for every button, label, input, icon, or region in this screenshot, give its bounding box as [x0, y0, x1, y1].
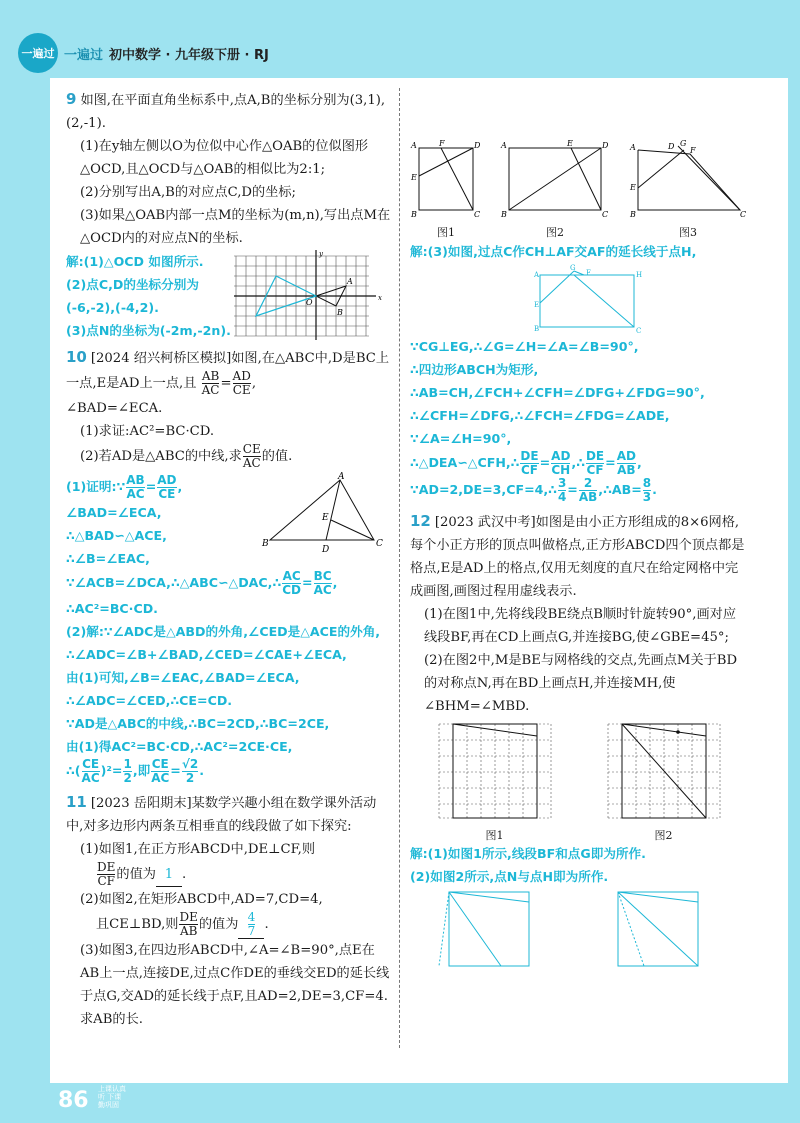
- frac-ad-ab: $\frac{AD}{AB}$: [616, 449, 636, 477]
- svg-text:B: B: [501, 210, 507, 219]
- q12-fig2-caption: 图2: [654, 829, 673, 842]
- frac-de-ab: $\frac{DE}{AB}$: [179, 910, 198, 938]
- q12-stem: [410, 510, 748, 603]
- q10-proof-block: [66, 474, 392, 570]
- svg-text:A: A: [347, 277, 353, 286]
- frac-three-four: $\frac{3}{4}$: [557, 476, 567, 504]
- q11-fig1-caption: 图1: [437, 226, 455, 239]
- svg-text:O: O: [306, 298, 313, 307]
- frac-de-cf-3: $\frac{DE}{CF}$: [585, 449, 605, 477]
- frac-ac-cd: $\frac{AC}{CD}$: [282, 569, 301, 597]
- q12-solution-fig1: [435, 888, 555, 970]
- q11-a7: ∴△DEA∽△CFH,∴ $\frac{DE}{CF}$ = $\frac{AD}{CH}$ ,∴ $\frac{DE}{CF}$ = $\frac{AD}{AB}$ ,: [410, 449, 642, 477]
- q11-part1: (1)如图1,在正方形ABCD中,DE⊥CF,则: [80, 842, 316, 857]
- q12-a1: 解:(1)如图1所示,线段BF和点G即为所作.: [410, 846, 646, 861]
- q10-stem: 10 [2024 绍兴柯桥区模拟]如图,在△ABC中,D是BC上一点,E是AD上一点,且 $\frac{AB}{AC}$ = $\frac{AD}{CE}$ ,: [66, 348, 390, 397]
- q12-figures: [410, 718, 748, 842]
- q12-solution-fig2: [604, 888, 724, 970]
- svg-text:D: D: [602, 141, 609, 150]
- q9-part1: (1)在y轴左侧以O为位似中心作△OAB的位似图形△OCD,且△OCD与△OAB的相似比为2:1;: [80, 139, 369, 177]
- q10-a9: 由(1)可知,∠B=∠EAC,∠BAD=∠ECA,: [66, 670, 300, 685]
- frac-half: $\frac{1}{2}$: [123, 757, 132, 785]
- svg-text:B: B: [337, 308, 343, 317]
- svg-text:D: D: [322, 545, 330, 555]
- q11-solution-figure: [410, 263, 748, 335]
- left-column: [66, 88, 392, 1027]
- frac-ce-ac-3: $\frac{CE}{AC}$: [151, 757, 170, 785]
- q12-solution-figures: [410, 888, 748, 970]
- svg-text:B: B: [534, 325, 540, 333]
- svg-text:F: F: [690, 146, 696, 155]
- q10-a8: ∴∠ADC=∠B+∠BAD,∠CED=∠CAE+∠ECA,: [66, 647, 347, 662]
- svg-text:A: A: [501, 141, 507, 150]
- q11-stem-text: [2023 岳阳期末]某数学兴趣小组在数学课外活动中,对多边形内两条互相垂直的线段做了如下探究:: [66, 796, 377, 834]
- svg-text:D: D: [668, 142, 675, 151]
- q9-stem-text: 如图,在平面直角坐标系中,点A,B的坐标分别为(3,1),(2,-1).: [66, 93, 386, 131]
- q12-a2: (2)如图2所示,点N与点H即为所作.: [410, 869, 609, 884]
- svg-text:A: A: [338, 472, 345, 482]
- q10-triangle-figure: [262, 474, 386, 564]
- svg-text:y: y: [319, 250, 323, 258]
- q11-a1: 解:(3)如图,过点C作CH⊥AF交AF的延长线于点H,: [410, 244, 697, 259]
- q9-ans1: 解:(1)△OCD 如图所示.: [66, 254, 204, 269]
- q9-number: 9: [66, 90, 77, 108]
- frac-four-seven: $\frac{4}{7}$: [247, 910, 256, 938]
- q11-part2-answer: [238, 911, 264, 939]
- svg-text:x: x: [378, 294, 382, 302]
- q10-a5: ∵∠ACB=∠DCA,∴△ABC∽△DAC,∴ $\frac{AC}{CD}$ = $\frac{BC}{AC}$ ,: [66, 569, 338, 597]
- svg-text:A: A: [630, 143, 636, 152]
- frac-ab-ac-2: $\frac{AB}{AC}$: [126, 473, 145, 501]
- q11-part3: (3)如图3,在四边形ABCD中,∠A=∠B=90°,点E在AB上一点,连接DE,过点C作DE的垂线交ED的延长线于点G,交AD的延长线于点F,且AD=2,DE=3,CF=4.求AB的长.: [80, 943, 390, 1027]
- svg-text:C: C: [376, 539, 383, 549]
- frac-eight-three: $\frac{8}{3}$: [642, 476, 652, 504]
- svg-text:G: G: [570, 264, 576, 272]
- frac-ad-ce-2: $\frac{AD}{CE}$: [157, 473, 177, 501]
- page-number: 86: [58, 1088, 89, 1113]
- svg-text:B: B: [411, 210, 417, 219]
- top-border: [0, 0, 800, 78]
- q11-fig1-square: [411, 140, 481, 218]
- q10-a10: ∴∠ADC=∠CED,∴CE=CD.: [66, 693, 233, 708]
- q9-part3: (3)如果△OAB内部一点M的坐标为(m,n),写出点M在△OCD内的对应点N的坐标.: [80, 208, 391, 246]
- frac-ad-ch: $\frac{AD}{CH}$: [551, 449, 571, 477]
- book-title: 初中数学 · 九年级下册 · RJ: [109, 47, 269, 63]
- q10-a1: (1)证明:∵ $\frac{AB}{AC}$ = $\frac{AD}{CE}$ ,: [66, 473, 183, 501]
- svg-text:C: C: [602, 210, 609, 219]
- q11-a8: ∵AD=2,DE=3,CF=4,∴ $\frac{3}{4}$ = $\frac{2}{AB}$ ,∴AB= $\frac{8}{3}$ .: [410, 476, 657, 504]
- q11-part1-answer: 1: [156, 863, 182, 887]
- q10-number: 10: [66, 348, 87, 366]
- q10-a6: ∴AC²=BC·CD.: [66, 601, 158, 616]
- frac-de-cf-2: $\frac{DE}{CF}$: [520, 449, 539, 477]
- q10-a7: (2)解:∵∠ADC是△ABD的外角,∠CED是△ACE的外角,: [66, 624, 381, 639]
- svg-text:G: G: [680, 139, 687, 148]
- left-border: [0, 0, 50, 1123]
- q11-a4: ∴AB=CH,∠FCH+∠CFH=∠DFG+∠FDG=90°,: [410, 385, 705, 400]
- frac-ce-ac-2: $\frac{CE}{AC}$: [81, 757, 100, 785]
- q10-stem2: ∠BAD=∠ECA.: [66, 401, 163, 416]
- svg-text:A: A: [534, 271, 540, 279]
- brand-name: 一遍过: [64, 47, 104, 63]
- q12-fig1-caption: 图1: [485, 829, 504, 842]
- svg-text:E: E: [322, 513, 329, 523]
- q11-part2b: 且CE⊥BD,则 $\frac{DE}{AB}$ 的值为 $\frac{4}{7}$ .: [96, 910, 269, 938]
- frac-de-cf: $\frac{DE}{CF}$: [97, 860, 116, 888]
- q10-a12: 由(1)得AC²=BC·CD,∴AC²=2CE·CE,: [66, 739, 293, 754]
- q11-a6: ∵∠A=∠H=90°,: [410, 431, 512, 446]
- q11-fig3-quadrilateral: [628, 140, 748, 218]
- q11-fig2-caption: 图2: [546, 226, 564, 239]
- q9-ans2: (2)点C,D的坐标分别为(-6,-2),(-4,2).: [66, 277, 199, 315]
- svg-text:E: E: [411, 173, 417, 182]
- frac-ce-ac: $\frac{CE}{AC}$: [242, 442, 261, 470]
- frac-sqrt2-2: $\frac{√2}{2}$: [181, 757, 199, 785]
- q12-number: 12: [410, 512, 431, 530]
- svg-text:C: C: [740, 210, 747, 219]
- svg-text:H: H: [636, 271, 643, 279]
- q10-a13: ∴( $\frac{CE}{AC}$ )²= $\frac{1}{2}$ ,即 $\frac{CE}{AC}$ = $\frac{√2}{2}$ .: [66, 757, 205, 785]
- svg-text:A: A: [411, 141, 417, 150]
- q10-a11: ∵AD是△ABC的中线,∴BC=2CD,∴BC=2CE,: [66, 716, 330, 731]
- right-column: [410, 88, 748, 970]
- column-divider: [399, 88, 400, 1048]
- svg-text:D: D: [474, 141, 481, 150]
- page-header: [18, 40, 269, 66]
- frac-ab-ac: $\frac{AB}{AC}$: [201, 369, 220, 397]
- svg-text:C: C: [474, 210, 481, 219]
- q12-stem-text: [2023 武汉中考]如图是由小正方形组成的8×6网格,每个小正方形的顶点叫做格点,正方形ABCD四个顶点都是格点,E是AD上的格点,仅用无刻度的直尺在给定网格中完成画图,画图过程用虚线表示.: [410, 515, 745, 599]
- q9-stem: [66, 88, 392, 135]
- frac-ad-ce: $\frac{AD}{CE}$: [232, 369, 251, 397]
- q11-number: 11: [66, 793, 87, 811]
- q12-part1: (1)在图1中,先将线段BE绕点B顺时针旋转90°,画对应线段BF,再在CD上画点G,并连接BG,使∠GBE=45°;: [424, 607, 737, 645]
- svg-text:B: B: [262, 539, 269, 549]
- q12-part2: (2)在图2中,M是BE与网格线的交点,先画点M关于BD的对称点N,再在BD上画点H,并连接MH,使∠BHM=∠MBD.: [424, 653, 738, 714]
- brand-logo: 一遍过: [18, 33, 58, 73]
- q11-a5: ∴∠CFH=∠DFG,∴∠FCH=∠FDG=∠ADE,: [410, 408, 670, 423]
- svg-text:F: F: [586, 269, 591, 277]
- q11-fig3-caption: 图3: [679, 226, 697, 239]
- q9-ans3: (3)点N的坐标为(-2m,-2n).: [66, 323, 231, 338]
- q9-answer-block: [66, 250, 392, 342]
- q12-fig2-grid: [602, 718, 726, 822]
- svg-text:E: E: [567, 139, 573, 148]
- frac-bc-ac: $\frac{BC}{AC}$: [313, 569, 332, 597]
- q12-fig1-grid: [433, 718, 557, 822]
- svg-text:E: E: [630, 183, 636, 192]
- q11-a2: ∵CG⊥EG,∴∠G=∠H=∠A=∠B=90°,: [410, 339, 639, 354]
- q10-a2: ∠BAD=∠ECA,: [66, 505, 162, 520]
- q10-stem-text: [2024 绍兴柯桥区模拟]如图,在△ABC中,D是BC上一点,E是AD上一点,且: [66, 351, 390, 391]
- q9-part2: (2)分别写出A,B的对应点C,D的坐标;: [80, 185, 296, 200]
- q11-fig2-rectangle: [501, 140, 609, 218]
- q11-figures: [410, 140, 748, 240]
- svg-text:B: B: [630, 210, 636, 219]
- q10-part1: (1)求证:AC²=BC·CD.: [80, 424, 215, 439]
- svg-text:C: C: [636, 327, 642, 335]
- svg-text:F: F: [439, 139, 445, 148]
- svg-text:E: E: [534, 301, 540, 309]
- q11-a3: ∴四边形ABCH为矩形,: [410, 362, 539, 377]
- q11-part2: (2)如图2,在矩形ABCD中,AD=7,CD=4,: [80, 892, 323, 907]
- q10-a3: ∴△BAD∽△ACE,: [66, 528, 167, 543]
- q11-part1b: $\frac{DE}{CF}$ 的值为 1 .: [97, 860, 187, 888]
- q9-coordinate-grid-figure: [234, 250, 384, 342]
- frac-two-ab: $\frac{2}{AB}$: [578, 476, 598, 504]
- footer-tagline: 上课认真听 下课勤巩固: [98, 1085, 126, 1109]
- q10-part2: (2)若AD是△ABC的中线,求 $\frac{CE}{AC}$ 的值.: [80, 442, 293, 470]
- q11-stem: [66, 791, 392, 838]
- q10-a4: ∴∠B=∠EAC,: [66, 551, 150, 566]
- right-border: [788, 0, 800, 1123]
